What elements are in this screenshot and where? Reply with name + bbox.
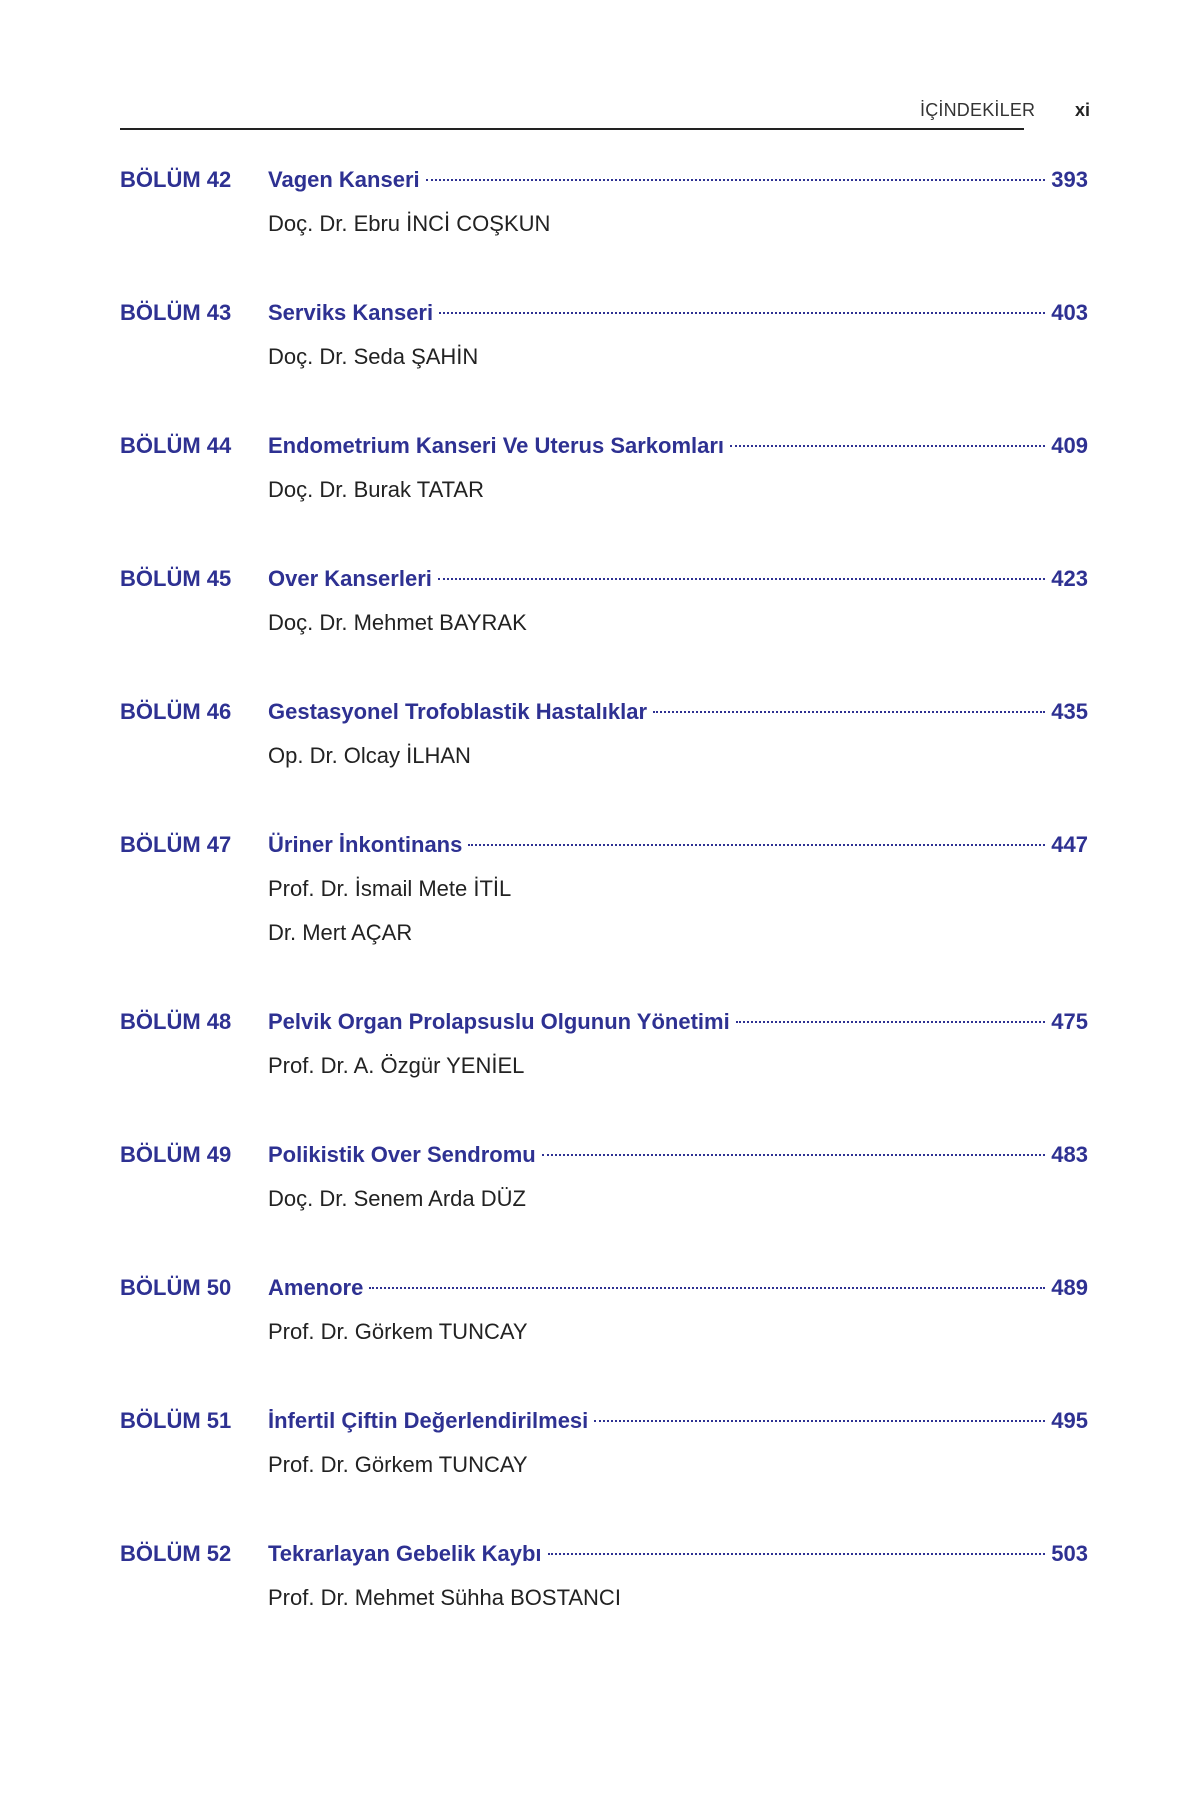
- chapter-row[interactable]: [120, 557, 1088, 601]
- toc-entry: [120, 690, 1088, 823]
- chapter-page-number: 423: [1051, 566, 1088, 591]
- chapter-row[interactable]: [120, 1532, 1088, 1576]
- chapter-label: BÖLÜM 46: [120, 699, 232, 724]
- running-header-page-number: xi: [1075, 100, 1091, 120]
- dot-leader: [369, 1287, 1045, 1289]
- chapter-page-number: 409: [1051, 433, 1088, 458]
- chapter-title: Amenore: [268, 1275, 364, 1300]
- toc-entry: [120, 1133, 1088, 1266]
- dot-leader: [736, 1021, 1046, 1023]
- dot-leader: [653, 711, 1045, 713]
- chapter-author: Prof. Dr. Mehmet Sühha BOSTANCI: [268, 1585, 621, 1610]
- chapter-label: BÖLÜM 51: [120, 1408, 232, 1433]
- chapter-row[interactable]: [120, 690, 1088, 734]
- chapter-row[interactable]: [120, 1266, 1088, 1310]
- chapter-author: Doç. Dr. Ebru İNCİ COŞKUN: [268, 211, 551, 236]
- chapter-row[interactable]: [120, 424, 1088, 468]
- chapter-author: Dr. Mert AÇAR: [268, 920, 413, 945]
- toc-entry: [120, 823, 1088, 1000]
- chapter-author: Prof. Dr. Görkem TUNCAY: [268, 1452, 528, 1477]
- running-header-title: İÇİNDEKİLER: [920, 100, 1036, 120]
- chapter-row[interactable]: [120, 1399, 1088, 1443]
- chapter-page-number: 447: [1051, 832, 1088, 857]
- chapter-title: Pelvik Organ Prolapsuslu Olgunun Yönetimi: [268, 1009, 730, 1034]
- toc-entry: [120, 557, 1088, 690]
- chapter-label: BÖLÜM 44: [120, 433, 232, 458]
- chapter-row[interactable]: [120, 823, 1088, 867]
- table-of-contents: [120, 158, 1088, 1665]
- chapter-label: BÖLÜM 42: [120, 167, 232, 192]
- toc-entry: [120, 1532, 1088, 1665]
- chapter-label: BÖLÜM 52: [120, 1541, 232, 1566]
- chapter-page-number: 489: [1051, 1275, 1088, 1300]
- dot-leader: [594, 1420, 1045, 1422]
- chapter-row[interactable]: [120, 291, 1088, 335]
- dot-leader: [548, 1553, 1046, 1555]
- chapter-label: BÖLÜM 43: [120, 300, 232, 325]
- chapter-title: Gestasyonel Trofoblastik Hastalıklar: [268, 699, 648, 724]
- chapter-author: Prof. Dr. Görkem TUNCAY: [268, 1319, 528, 1344]
- chapter-title: Endometrium Kanseri Ve Uterus Sarkomları: [268, 433, 725, 458]
- chapter-page-number: 435: [1051, 699, 1088, 724]
- toc-entry: [120, 1000, 1088, 1133]
- chapter-author: Doç. Dr. Senem Arda DÜZ: [268, 1186, 526, 1211]
- dot-leader: [439, 312, 1045, 314]
- toc-entry: [120, 1399, 1088, 1532]
- chapter-page-number: 503: [1051, 1541, 1088, 1566]
- header-divider: [120, 128, 1024, 130]
- toc-entry: [120, 424, 1088, 557]
- chapter-page-number: 483: [1051, 1142, 1088, 1167]
- dot-leader: [426, 179, 1046, 181]
- chapter-title: Polikistik Over Sendromu: [268, 1142, 536, 1167]
- toc-entry: [120, 291, 1088, 424]
- chapter-row[interactable]: [120, 158, 1088, 202]
- chapter-title: Tekrarlayan Gebelik Kaybı: [268, 1541, 542, 1566]
- chapter-page-number: 495: [1051, 1408, 1088, 1433]
- chapter-page-number: 393: [1051, 167, 1088, 192]
- dot-leader: [542, 1154, 1046, 1156]
- chapter-page-number: 475: [1051, 1009, 1088, 1034]
- chapter-title: Vagen Kanseri: [268, 167, 420, 192]
- chapter-title: İnfertil Çiftin Değerlendirilmesi: [268, 1408, 589, 1433]
- chapter-author: Doç. Dr. Seda ŞAHİN: [268, 344, 479, 369]
- chapter-author: Doç. Dr. Mehmet BAYRAK: [268, 610, 527, 635]
- toc-entry: [120, 158, 1088, 291]
- dot-leader: [438, 578, 1045, 580]
- chapter-title: Üriner İnkontinans: [268, 832, 463, 857]
- toc-entry: [120, 1266, 1088, 1399]
- chapter-label: BÖLÜM 50: [120, 1275, 232, 1300]
- chapter-author: Prof. Dr. İsmail Mete İTİL: [268, 876, 512, 901]
- chapter-row[interactable]: [120, 1000, 1088, 1044]
- chapter-author: Prof. Dr. A. Özgür YENİEL: [268, 1053, 525, 1078]
- chapter-label: BÖLÜM 48: [120, 1009, 232, 1034]
- chapter-row[interactable]: [120, 1133, 1088, 1177]
- chapter-label: BÖLÜM 47: [120, 832, 232, 857]
- dot-leader: [468, 844, 1045, 846]
- chapter-label: BÖLÜM 49: [120, 1142, 232, 1167]
- chapter-author: Doç. Dr. Burak TATAR: [268, 477, 484, 502]
- chapter-page-number: 403: [1051, 300, 1088, 325]
- chapter-title: Over Kanserleri: [268, 566, 432, 591]
- chapter-author: Op. Dr. Olcay İLHAN: [268, 743, 471, 768]
- chapter-title: Serviks Kanseri: [268, 300, 434, 325]
- dot-leader: [730, 445, 1045, 447]
- chapter-label: BÖLÜM 45: [120, 566, 232, 591]
